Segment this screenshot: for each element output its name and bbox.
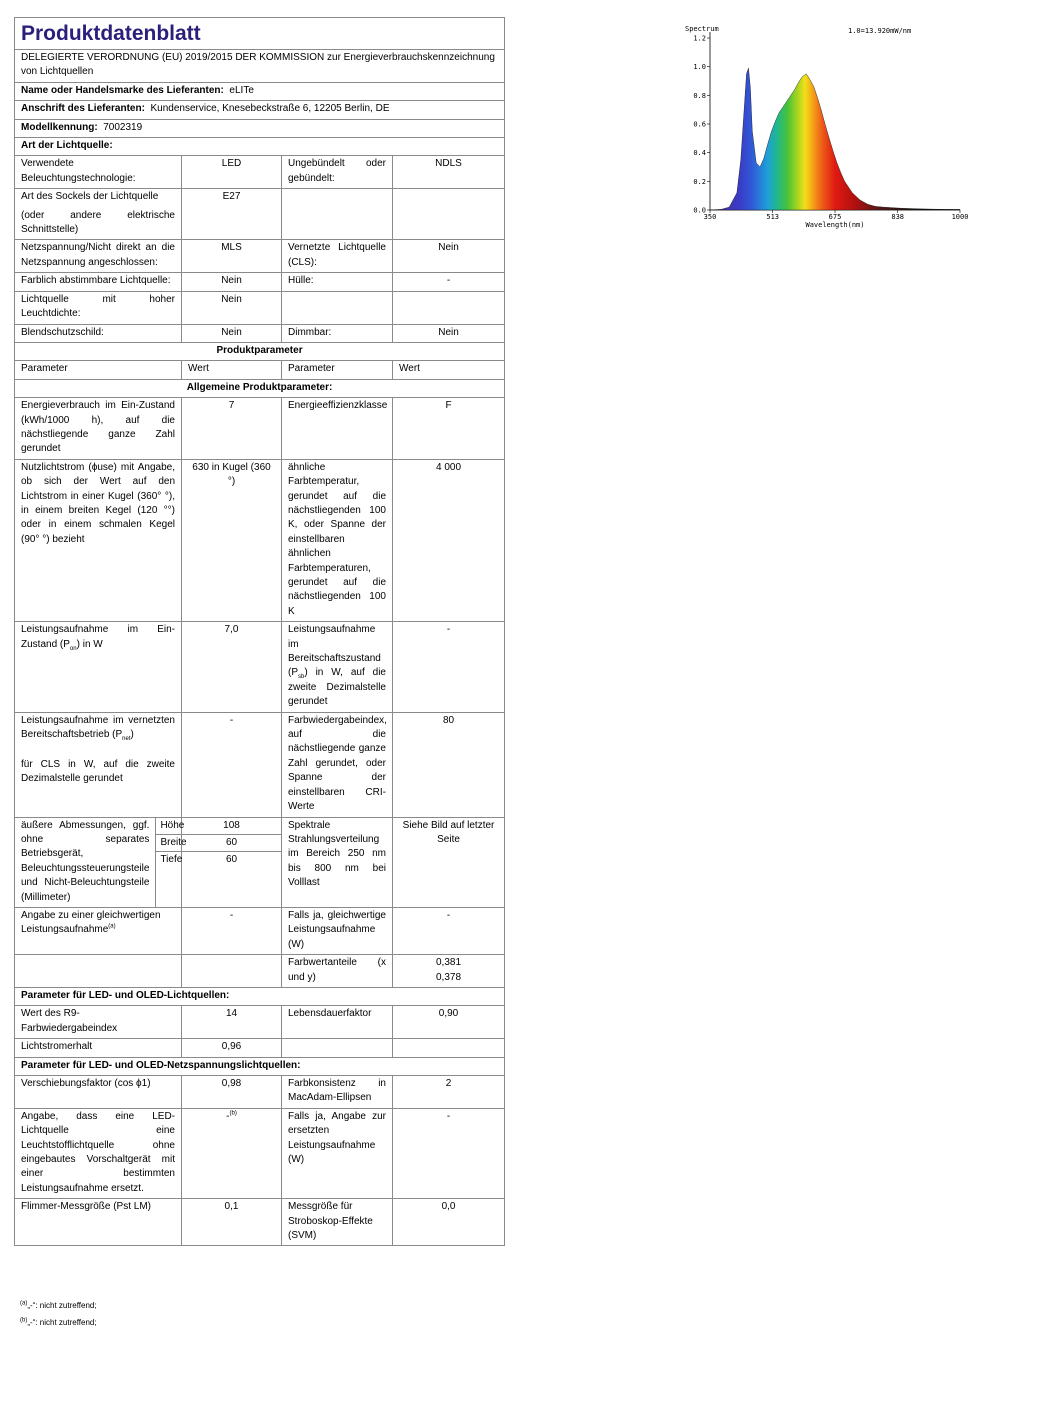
socket-label-cont: (oder andere elektrische Schnittstelle): [21, 209, 175, 236]
equivalent-label: Angabe zu einer gleichwertigen Leistungsaufnahme: [21, 909, 161, 936]
param-label: Dimmbar:: [282, 324, 393, 342]
param-value: 0,96: [182, 1039, 282, 1057]
section-heading: Allgemeine Produktparameter:: [15, 379, 505, 397]
datasheet-table: [14, 17, 505, 1246]
param-label: Flimmer-Messgröße (Pst LM): [15, 1199, 182, 1246]
footnote: [20, 1314, 97, 1331]
supplier-address-label: Anschrift des Lieferanten:: [21, 103, 145, 115]
column-header: Wert: [182, 361, 282, 379]
column-header: Wert: [393, 361, 505, 379]
param-value: MLS: [182, 240, 282, 273]
param-label: Netzspannung/Nicht direkt an die Netzspannung angeschlossen:: [15, 240, 182, 273]
footnotes: [20, 1297, 97, 1331]
param-value: 7,0: [182, 622, 282, 712]
param-value: LED: [182, 156, 282, 189]
param-value: 7: [182, 398, 282, 460]
spectrum-chart: [680, 20, 980, 235]
param-value: -: [393, 273, 505, 291]
footnote-ref: (b): [229, 1110, 237, 1117]
supplier-address-value: Kundenservice, Knesebeckstraße 6, 12205 Berlin, DE: [150, 103, 390, 115]
datasheet: [14, 17, 504, 1246]
param-value: 4 000: [393, 459, 505, 621]
p-net-sub: net: [122, 736, 131, 743]
y-tick-label: 0.0: [693, 206, 706, 215]
section-heading: Produktparameter: [15, 342, 505, 360]
dimension-value: 60: [225, 854, 238, 866]
column-header: Parameter: [15, 361, 182, 379]
param-value: Nein: [393, 240, 505, 273]
param-label: Lebensdauerfaktor: [282, 1006, 393, 1039]
page-title: Produktdatenblatt: [15, 18, 505, 50]
param-label: Angabe, dass eine LED-Lichtquelle eine Leuchtstofflichtquelle ohne eingebautes Vorschaltgerät mit einer bestimmten Leistungsaufnahme ersetzt.: [15, 1108, 182, 1198]
param-label: Farbwertanteile (x und y): [282, 955, 393, 988]
param-value: E27: [182, 189, 282, 240]
p-on-label: Leistungsaufnahme im Ein-Zustand (P: [21, 624, 175, 650]
y-tick-label: 0.8: [693, 91, 706, 100]
spectrum-curve: [710, 68, 960, 210]
p-sb-sub: sb: [298, 674, 305, 681]
param-value: -: [393, 622, 505, 712]
param-label: Messgröße für Stroboskop-Effekte (SVM): [282, 1199, 393, 1246]
x-tick-label: 513: [766, 213, 780, 221]
param-label: Verschiebungsfaktor (cos ϕ1): [15, 1076, 182, 1109]
param-value: 630 in Kugel (360 °): [182, 459, 282, 621]
footnote: [20, 1297, 97, 1314]
y-tick-label: 1.0: [693, 63, 706, 72]
x-tick-label: 350: [703, 213, 717, 221]
model-value: 7002319: [103, 121, 143, 133]
dimensions-table: [15, 818, 191, 907]
p-net-label: Leistungsaufnahme im vernetzten Bereitschaftsbetrieb (P: [21, 714, 175, 741]
section-heading: Parameter für LED- und OLED-Netzspannungslichtquellen:: [15, 1057, 505, 1075]
param-label: ähnliche Farbtemperatur, gerundet auf die nächstliegenden 100 K, oder Spanne der einstellbaren ähnlichen Farbtemperaturen, gerundet auf die nächstliegenden 100 K: [282, 459, 393, 621]
param-value: Nein: [182, 291, 282, 324]
column-header: Parameter: [282, 361, 393, 379]
y-tick-label: 0.2: [693, 177, 706, 186]
chart-annotation: 1.0=13.920mW/nm: [848, 27, 912, 35]
param-value: [393, 955, 505, 988]
param-label: Energieverbrauch im Ein-Zustand (kWh/1000 h), auf die nächstliegende ganze Zahl gerundet: [15, 398, 182, 460]
param-value: [182, 1108, 282, 1198]
param-label: Falls ja, gleichwertige Leistungsaufnahme (W): [282, 907, 393, 954]
param-value: -: [393, 1108, 505, 1198]
dimensions-cell: [15, 817, 187, 907]
param-label: [282, 622, 393, 712]
param-label: Lichtquelle mit hoher Leuchtdichte:: [15, 291, 182, 324]
param-value: -: [182, 712, 282, 817]
p-on-label-post: ) in W: [76, 638, 103, 650]
chart-title: Spectrum: [685, 25, 719, 33]
param-label: Blendschutzschild:: [15, 324, 182, 342]
param-label: Farblich abstimmbare Lichtquelle:: [15, 273, 182, 291]
chromaticity-x: 0,381: [436, 957, 462, 969]
param-value: Nein: [182, 324, 282, 342]
dimension-name: Tiefe: [160, 854, 183, 866]
x-axis-label: Wavelength(nm): [805, 221, 865, 229]
dimensions-values: [182, 817, 282, 907]
socket-label: Art des Sockels der Lichtquelle: [21, 191, 159, 203]
param-value: 0,0: [393, 1199, 505, 1246]
p-net-label-cont: für CLS in W, auf die zweite Dezimalstelle gerundet: [21, 758, 175, 785]
dimension-value: 108: [182, 818, 281, 835]
param-label: Verwendete Beleuchtungstechnologie:: [15, 156, 182, 189]
param-label: Ungebündelt oder gebündelt:: [282, 156, 393, 189]
y-tick-label: 0.4: [693, 149, 706, 158]
footnote-text: „-“: nicht zutreffend;: [27, 1318, 97, 1327]
param-label: Falls ja, Angabe zur ersetzten Leistungsaufnahme (W): [282, 1108, 393, 1198]
supplier-name-label: Name oder Handelsmarke des Lieferanten:: [21, 84, 224, 96]
supplier-address-row: [15, 101, 505, 119]
param-label: [15, 189, 182, 240]
dimension-value: 60: [182, 835, 281, 852]
p-on-sub: on: [69, 645, 77, 652]
footnote-ref: (a): [108, 924, 116, 931]
dimension-name: Höhe: [156, 818, 190, 835]
param-value: 0,90: [393, 1006, 505, 1039]
param-label: Energieeffizienzklasse: [282, 398, 393, 460]
supplier-name-value: eLITe: [229, 84, 254, 96]
param-value: -: [393, 907, 505, 954]
param-value: F: [393, 398, 505, 460]
x-tick-label: 675: [828, 213, 842, 221]
param-value: 0,1: [182, 1199, 282, 1246]
param-label: Wert des R9-Farbwiedergabeindex: [15, 1006, 182, 1039]
section-heading: Art der Lichtquelle:: [15, 138, 505, 156]
param-value: 0,98: [182, 1076, 282, 1109]
y-ticks: [693, 35, 710, 215]
param-value: Nein: [182, 273, 282, 291]
param-value: 14: [182, 1006, 282, 1039]
param-label: [15, 622, 182, 712]
y-tick-label: 0.6: [693, 120, 706, 129]
p-sb-label-post: ) in W, auf die zweite Dezimalstelle gerundet: [288, 667, 386, 708]
param-value: Nein: [393, 324, 505, 342]
section-heading: Parameter für LED- und OLED-Lichtquellen:: [15, 987, 505, 1005]
regulation-text: DELEGIERTE VERORDNUNG (EU) 2019/2015 DER KOMMISSION zur Energieverbrauchskennzeichnung von Lichtquellen: [15, 50, 505, 83]
param-label: Farbwiedergabeindex, auf die nächstliegende ganze Zahl gerundet, oder Spanne der einstellbaren CRI-Werte: [282, 712, 393, 817]
param-label: Lichtstromerhalt: [15, 1039, 182, 1057]
dimension-name: Breite: [156, 835, 190, 852]
replaces-value: -: [226, 1110, 230, 1122]
p-net-label-post: ): [130, 729, 134, 741]
param-label: Hülle:: [282, 273, 393, 291]
title-row: [15, 18, 505, 50]
param-label: Vernetzte Lichtquelle (CLS):: [282, 240, 393, 273]
param-value: 2: [393, 1076, 505, 1109]
param-label: [15, 712, 182, 817]
x-ticks: [704, 210, 969, 221]
footnote-mark: (a): [20, 1300, 28, 1307]
model-row: [15, 119, 505, 137]
param-value: 80: [393, 712, 505, 817]
param-value: Siehe Bild auf letzter Seite: [393, 817, 505, 907]
x-tick-label: 1000: [951, 213, 969, 221]
param-label: Nutzlichtstrom (ϕuse) mit Angabe, ob sich der Wert auf den Lichtstrom in einer Kugel (360° °), in einem breiten Kegel (120 °°) oder in einem schmalen Kegel (90° °) bezieht: [15, 459, 182, 621]
chromaticity-y: 0,378: [436, 971, 462, 983]
x-tick-label: 838: [891, 213, 905, 221]
param-label: äußere Abmessungen, ggf. ohne separates Betriebsgerät, Beleuchtungssteuerungsteile und Nicht-Beleuchtungsteile (Millimeter): [15, 818, 156, 907]
param-value: -: [182, 907, 282, 954]
footnote-mark: (b): [20, 1317, 28, 1324]
model-label: Modellkennung:: [21, 121, 98, 133]
param-label: Farbkonsistenz in MacAdam-Ellipsen: [282, 1076, 393, 1109]
param-label: Spektrale Strahlungsverteilung im Bereich 250 nm bis 800 nm bei Volllast: [282, 817, 393, 907]
param-value: NDLS: [393, 156, 505, 189]
param-label: [15, 907, 182, 954]
supplier-name-row: [15, 82, 505, 100]
p-sb-label: Leistungsaufnahme im Bereitschaftszustand (P: [288, 624, 381, 679]
footnote-text: „-“: nicht zutreffend;: [27, 1301, 97, 1310]
y-tick-label: 1.2: [693, 34, 706, 43]
